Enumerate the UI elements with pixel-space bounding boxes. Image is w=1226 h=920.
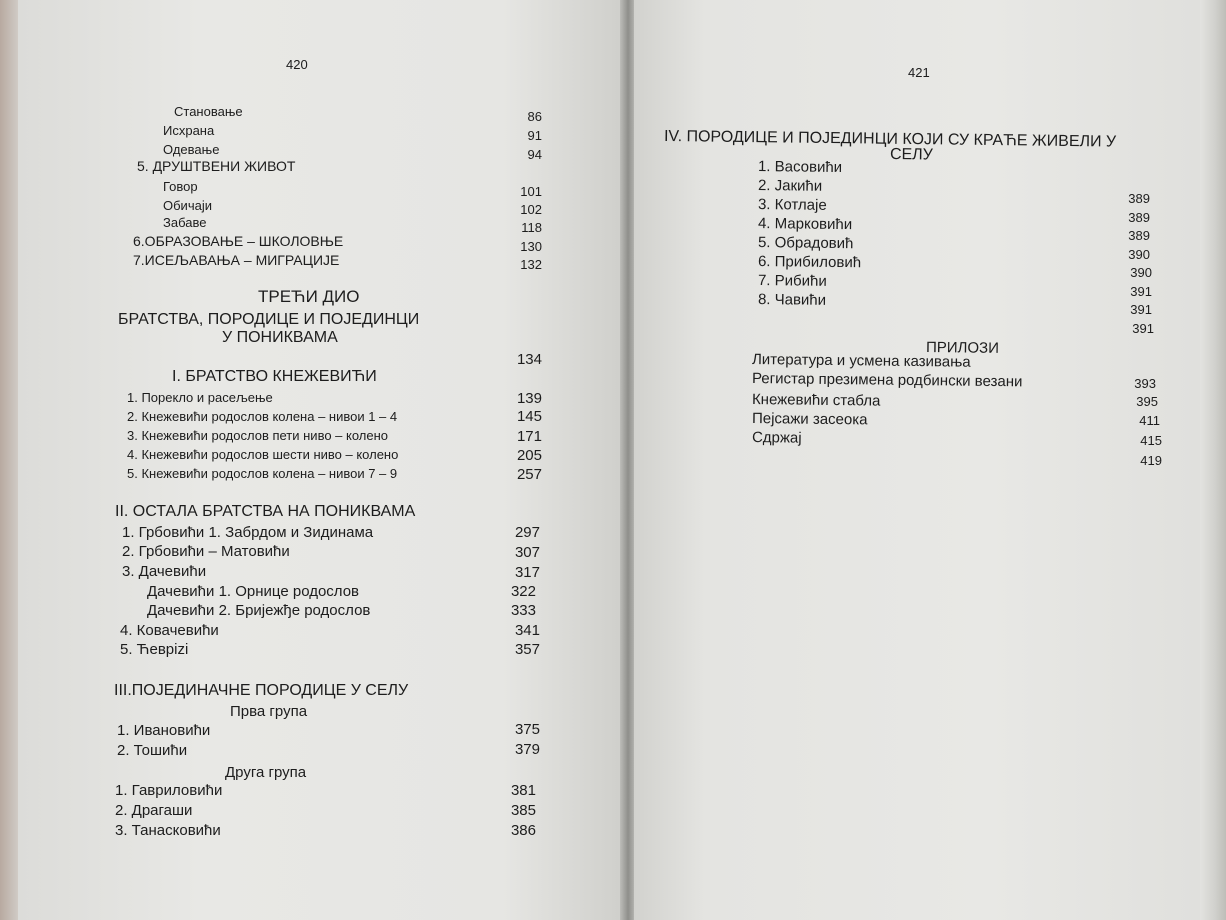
toc-heading: 5. ДРУШТВЕНИ ЖИВОТ xyxy=(137,158,296,174)
section-title: III.ПОЈЕДИНАЧНЕ ПОРОДИЦЕ У СЕЛУ xyxy=(114,682,409,699)
toc-entry: 1. Гавриловићи xyxy=(115,782,223,799)
toc-entry: 7. Рибићи xyxy=(757,272,827,290)
toc-page: 379 xyxy=(514,741,540,758)
toc-entry: 6. Прибиловић xyxy=(757,253,862,272)
toc-page: 130 xyxy=(520,239,542,254)
toc-page: 257 xyxy=(516,466,542,483)
section-title: СЕЛУ xyxy=(889,146,933,164)
toc-page: 391 xyxy=(1130,284,1152,299)
toc-page: 385 xyxy=(510,802,536,819)
page-number-right: 421 xyxy=(908,65,930,80)
toc-page: 395 xyxy=(1136,394,1158,409)
toc-entry: 3. Котлаје xyxy=(757,196,827,214)
toc-entry: 1. Порекло и расељење xyxy=(127,390,273,405)
toc-page: 389 xyxy=(1128,210,1150,225)
toc-entry: Одевање xyxy=(163,142,220,157)
toc-page: 145 xyxy=(516,408,542,425)
toc-page: 118 xyxy=(521,220,542,235)
toc-entry: 5. Ћеврizi xyxy=(120,641,189,658)
toc-page: 391 xyxy=(1132,321,1154,336)
toc-entry: Дачевићи 1. Орнице родослов xyxy=(147,583,360,600)
toc-page: 139 xyxy=(516,390,542,407)
toc-page: 307 xyxy=(514,544,540,561)
toc-entry: 1. Васовићи xyxy=(757,158,843,177)
toc-entry: 2. Кнежевићи родослов колена – нивои 1 – 4 xyxy=(127,409,398,424)
toc-page: 411 xyxy=(1139,413,1160,428)
section-title: IV. ПОРОДИЦЕ И ПОЈЕДИНЦИ КОЈИ СУ КРАЋЕ ЖИВЕЛИ У xyxy=(663,128,1117,151)
toc-page: 86 xyxy=(527,109,542,124)
toc-entry: Литература и усмена казивања xyxy=(751,351,971,371)
toc-entry: Говор xyxy=(163,179,198,194)
toc-page: 390 xyxy=(1130,265,1152,280)
toc-heading: 6.ОБРАЗОВАЊЕ – ШКОЛОВЊЕ xyxy=(133,233,344,249)
toc-entry: Регистар презимена родбински везани xyxy=(751,370,1023,391)
toc-entry: 3. Танасковићи xyxy=(115,822,221,839)
group-title: Друга група xyxy=(225,764,307,781)
part-title: ТРЕЋИ ДИО xyxy=(258,287,360,306)
toc-entry: 1. Грбовићи 1. Забрдом и Зидинама xyxy=(122,524,374,541)
toc-page: 390 xyxy=(1128,247,1150,262)
toc-entry: 4. Кнежевићи родослов шести ниво – колено xyxy=(127,447,399,462)
toc-entry: 5. Обрадовић xyxy=(757,234,854,253)
toc-page: 386 xyxy=(510,822,536,839)
toc-entry: Кнежевићи стабла xyxy=(751,391,881,410)
toc-entry: Становање xyxy=(174,104,243,119)
toc-page: 393 xyxy=(1134,376,1156,391)
toc-page: 132 xyxy=(520,257,542,272)
toc-page: 341 xyxy=(514,622,540,639)
toc-page: 389 xyxy=(1128,191,1150,206)
toc-entry: 3. Дачевићи xyxy=(122,563,207,580)
toc-entry: 1. Ивановићи xyxy=(117,722,211,739)
toc-entry: 3. Кнежевићи родослов пети ниво – колено xyxy=(127,428,389,443)
group-title: Прва група xyxy=(230,703,308,720)
toc-entry: 5. Кнежевићи родослов колена – нивои 7 – 9 xyxy=(127,466,398,481)
part-subtitle: У ПОНИКВАМА xyxy=(222,329,338,346)
toc-page: 419 xyxy=(1140,453,1162,468)
toc-page: 375 xyxy=(514,721,540,738)
toc-page: 171 xyxy=(516,428,542,445)
toc-entry: 8. Чавићи xyxy=(757,291,827,309)
page-stack-edge xyxy=(1200,0,1226,920)
section-title: I. БРАТСТВО КНЕЖЕВИЋИ xyxy=(172,368,377,385)
toc-page: 357 xyxy=(514,641,540,658)
toc-page: 134 xyxy=(516,351,542,368)
toc-entry: 4. Ковачевићи xyxy=(120,622,219,639)
toc-page: 415 xyxy=(1140,433,1162,448)
toc-page: 102 xyxy=(520,202,542,217)
page-number-left: 420 xyxy=(286,57,308,72)
toc-entry: 4. Марковићи xyxy=(757,215,853,234)
toc-entry: Сдржај xyxy=(751,429,802,447)
toc-page: 381 xyxy=(510,782,536,799)
section-title: II. ОСТАЛА БРАТСТВА НА ПОНИКВАМА xyxy=(115,503,416,520)
toc-page: 101 xyxy=(520,184,542,199)
toc-entry: 2. Грбовићи – Матовићи xyxy=(122,543,290,560)
part-subtitle: БРАТСТВА, ПОРОДИЦЕ И ПОЈЕДИНЦИ xyxy=(118,311,420,328)
toc-entry: Исхрана xyxy=(163,123,215,138)
appendix-title: ПРИЛОЗИ xyxy=(925,339,1000,357)
toc-entry: 2. Јакићи xyxy=(757,177,823,195)
toc-entry: 2. Драгаши xyxy=(115,802,193,819)
toc-page: 333 xyxy=(510,602,536,619)
toc-page: 205 xyxy=(516,447,542,464)
toc-entry: Дачевићи 2. Бријежђе родослов xyxy=(147,602,371,619)
toc-page: 391 xyxy=(1130,302,1152,317)
toc-entry: Забаве xyxy=(163,215,207,230)
toc-page: 317 xyxy=(514,564,540,581)
toc-page: 297 xyxy=(514,524,540,541)
toc-page: 389 xyxy=(1128,228,1150,243)
toc-entry: 2. Тошићи xyxy=(117,742,188,759)
toc-page: 322 xyxy=(510,583,536,600)
toc-entry: Пејсажи засеока xyxy=(751,410,868,429)
toc-entry: Обичаји xyxy=(163,198,212,213)
toc-page: 91 xyxy=(527,128,542,143)
toc-heading: 7.ИСЕЉАВАЊА – МИГРАЦИЈЕ xyxy=(133,252,340,268)
toc-page: 94 xyxy=(527,147,542,162)
